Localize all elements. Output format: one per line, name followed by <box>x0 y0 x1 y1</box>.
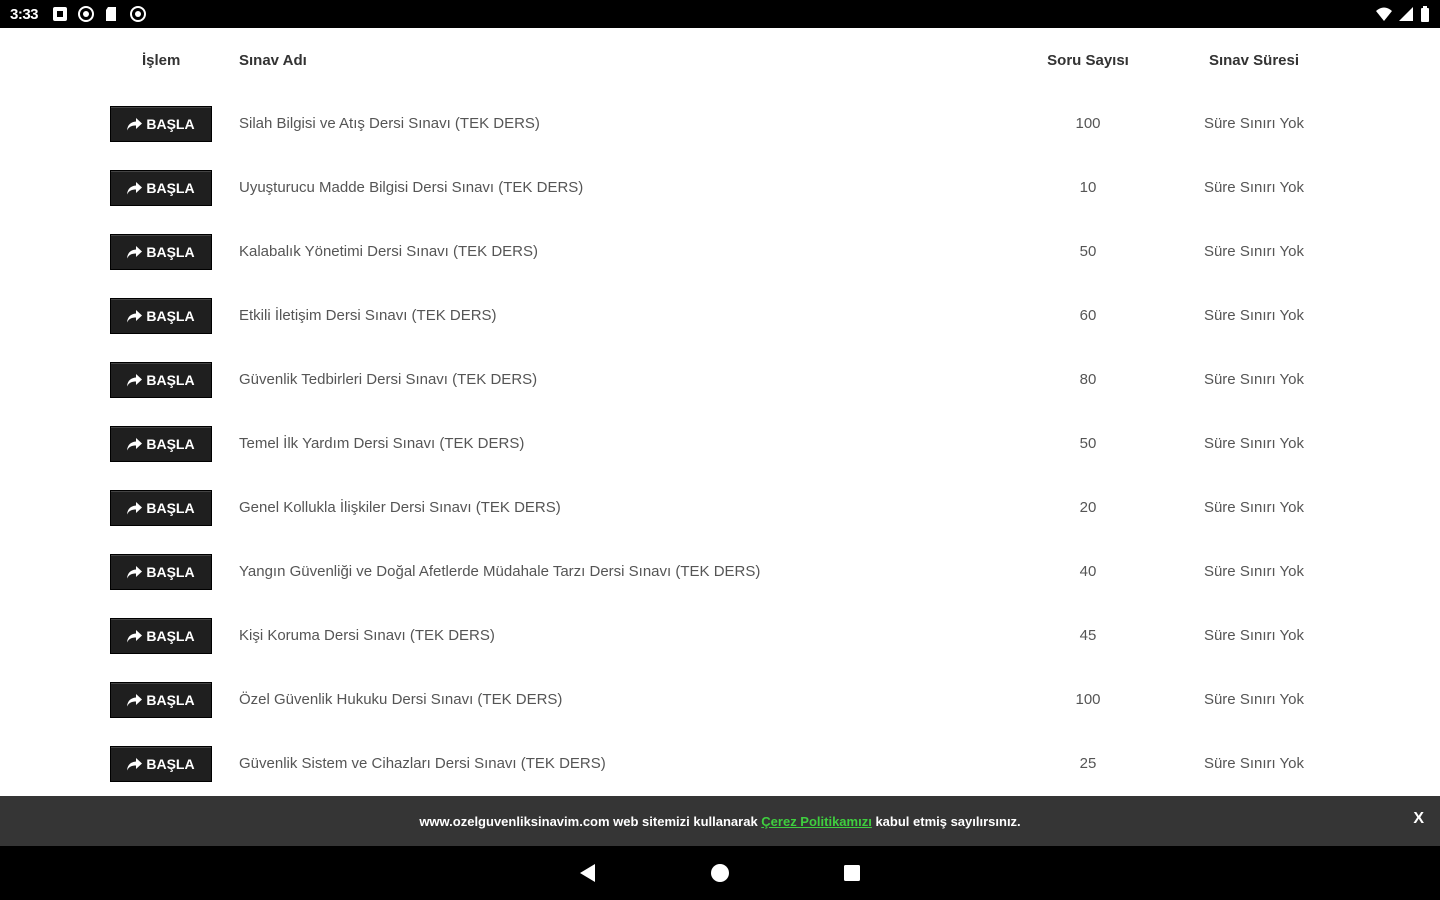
table-row <box>0 156 1440 220</box>
share-forward-icon <box>127 310 142 323</box>
question-count: 20 <box>1079 499 1097 516</box>
exam-duration: Süre Sınırı Yok <box>1203 755 1305 772</box>
exam-duration: Süre Sınırı Yok <box>1203 563 1305 580</box>
header-exam-duration: Sınav Süresi <box>1208 52 1300 69</box>
share-forward-icon <box>127 502 142 515</box>
question-count: 50 <box>1079 435 1097 452</box>
exam-duration: Süre Sınırı Yok <box>1203 179 1305 196</box>
exam-name: Kalabalık Yönetimi Dersi Sınavı (TEK DERS) <box>239 243 538 260</box>
exam-name: Güvenlik Sistem ve Cihazları Dersi Sınavı (TEK DERS) <box>239 755 606 772</box>
exam-duration: Süre Sınırı Yok <box>1203 307 1305 324</box>
start-exam-button[interactable] <box>110 746 212 782</box>
exam-duration: Süre Sınırı Yok <box>1203 691 1305 708</box>
table-row <box>0 604 1440 668</box>
media-icon <box>130 6 146 22</box>
sd-card-icon <box>104 6 120 22</box>
table-row <box>0 284 1440 348</box>
header-question-count: Soru Sayısı <box>1047 52 1129 69</box>
exam-name: Kişi Koruma Dersi Sınavı (TEK DERS) <box>239 627 495 644</box>
share-forward-icon <box>127 374 142 387</box>
table-row <box>0 732 1440 796</box>
header-exam-name: Sınav Adı <box>239 52 307 69</box>
exam-duration: Süre Sınırı Yok <box>1203 115 1305 132</box>
question-count: 80 <box>1079 371 1097 388</box>
status-icons-left <box>52 6 146 22</box>
share-forward-icon <box>127 118 142 131</box>
back-icon[interactable] <box>577 862 599 884</box>
start-button-label: BAŞLA <box>146 564 195 580</box>
exam-name: Temel İlk Yardım Dersi Sınavı (TEK DERS) <box>239 435 525 452</box>
table-row <box>0 668 1440 732</box>
cookie-text-after: kabul etmiş sayılırsınız. <box>871 813 1021 829</box>
start-button-label: BAŞLA <box>146 756 195 772</box>
start-exam-button[interactable] <box>110 170 212 206</box>
start-exam-button[interactable] <box>110 618 212 654</box>
navigation-bar <box>0 846 1440 900</box>
exam-duration: Süre Sınırı Yok <box>1203 435 1305 452</box>
status-bar <box>0 0 1440 28</box>
table-row <box>0 220 1440 284</box>
cookie-close-button[interactable]: X <box>1413 810 1424 827</box>
question-count: 10 <box>1079 179 1097 196</box>
start-button-label: BAŞLA <box>146 180 195 196</box>
exam-name: Uyuşturucu Madde Bilgisi Dersi Sınavı (TEK DERS) <box>239 179 584 196</box>
question-count: 40 <box>1079 563 1097 580</box>
question-count: 60 <box>1079 307 1097 324</box>
start-exam-button[interactable] <box>110 298 212 334</box>
start-exam-button[interactable] <box>110 682 212 718</box>
table-row <box>0 92 1440 156</box>
start-button-label: BAŞLA <box>146 436 195 452</box>
recents-icon[interactable] <box>841 862 863 884</box>
table-row <box>0 348 1440 412</box>
question-count: 100 <box>1075 115 1101 132</box>
table-row <box>0 540 1440 604</box>
start-button-label: BAŞLA <box>146 500 195 516</box>
start-exam-button[interactable] <box>110 554 212 590</box>
status-icons-right <box>1376 6 1430 22</box>
share-forward-icon <box>127 438 142 451</box>
media-icon <box>78 6 94 22</box>
share-forward-icon <box>127 758 142 771</box>
start-button-label: BAŞLA <box>146 628 195 644</box>
wifi-icon <box>1376 6 1392 22</box>
start-exam-button[interactable] <box>110 106 212 142</box>
cookie-consent-bar <box>0 796 1440 846</box>
question-count: 100 <box>1075 691 1101 708</box>
cookie-message <box>419 814 1020 829</box>
start-exam-button[interactable] <box>110 490 212 526</box>
start-button-label: BAŞLA <box>146 692 195 708</box>
start-exam-button[interactable] <box>110 234 212 270</box>
battery-icon <box>1420 6 1430 22</box>
exam-duration: Süre Sınırı Yok <box>1203 243 1305 260</box>
exam-duration: Süre Sınırı Yok <box>1203 627 1305 644</box>
table-row <box>0 476 1440 540</box>
share-forward-icon <box>127 182 142 195</box>
status-time: 3:33 <box>10 5 39 23</box>
exam-name: Genel Kollukla İlişkiler Dersi Sınavı (TEK DERS) <box>239 499 561 516</box>
cookie-text-before: www.ozelguvenliksinavim.com web sitemizi kullanarak <box>419 813 762 829</box>
share-forward-icon <box>127 630 142 643</box>
start-button-label: BAŞLA <box>146 244 195 260</box>
share-forward-icon <box>127 566 142 579</box>
start-exam-button[interactable] <box>110 362 212 398</box>
home-icon[interactable] <box>709 862 731 884</box>
exam-name: Özel Güvenlik Hukuku Dersi Sınavı (TEK DERS) <box>239 691 563 708</box>
exam-name: Güvenlik Tedbirleri Dersi Sınavı (TEK DERS) <box>239 371 538 388</box>
start-button-label: BAŞLA <box>146 116 195 132</box>
start-button-label: BAŞLA <box>146 308 195 324</box>
exam-list-page <box>0 28 1440 796</box>
question-count: 45 <box>1079 627 1097 644</box>
exam-duration: Süre Sınırı Yok <box>1203 371 1305 388</box>
share-forward-icon <box>127 246 142 259</box>
table-header <box>0 52 1440 76</box>
exam-duration: Süre Sınırı Yok <box>1203 499 1305 516</box>
table-row <box>0 412 1440 476</box>
question-count: 50 <box>1079 243 1097 260</box>
header-action: İşlem <box>142 52 181 69</box>
cookie-policy-link[interactable]: Çerez Politikamızı <box>761 813 872 829</box>
exam-name: Etkili İletişim Dersi Sınavı (TEK DERS) <box>239 307 497 324</box>
exam-name: Yangın Güvenliği ve Doğal Afetlerde Müdahale Tarzı Dersi Sınavı (TEK DERS) <box>239 563 761 580</box>
notification-icon <box>52 6 68 22</box>
exam-name: Silah Bilgisi ve Atış Dersi Sınavı (TEK DERS) <box>239 115 540 132</box>
start-exam-button[interactable] <box>110 426 212 462</box>
signal-icon <box>1398 6 1414 22</box>
share-forward-icon <box>127 694 142 707</box>
question-count: 25 <box>1079 755 1097 772</box>
start-button-label: BAŞLA <box>146 372 195 388</box>
